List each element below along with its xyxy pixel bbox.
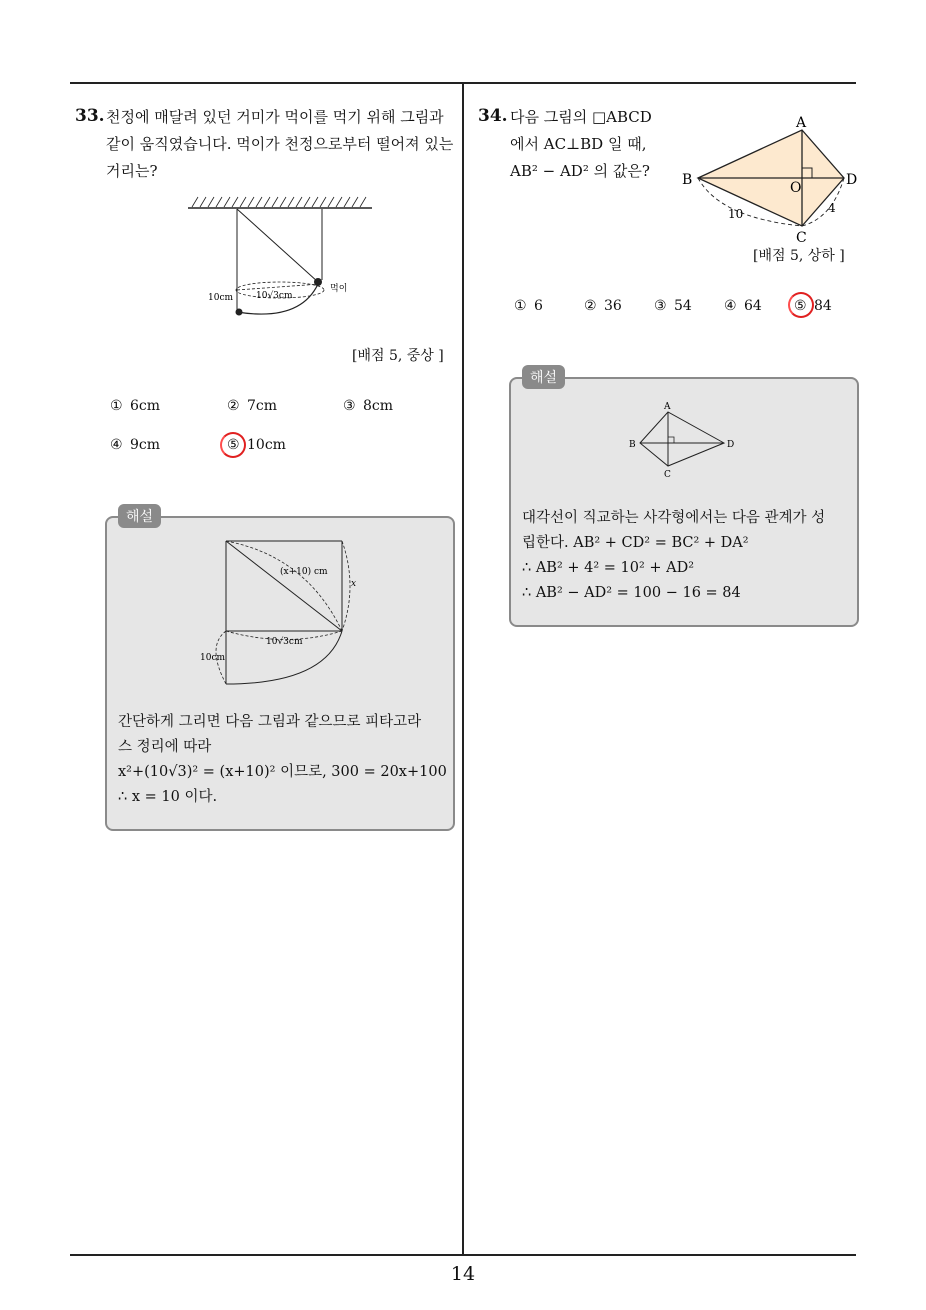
q33-line: 거리는?	[106, 162, 158, 180]
q33-line: 천정에 매달려 있던 거미가 먹이를 먹기 위해 그림과	[106, 108, 444, 126]
q34-solution-text	[522, 506, 825, 606]
q33-figure-food-label: 먹이	[330, 284, 348, 294]
q34-solution-label-a: A	[664, 402, 671, 412]
q34-choice-2[interactable]	[584, 298, 622, 314]
choice-text: 36	[604, 298, 622, 314]
choice-text: 84	[814, 298, 832, 314]
q34-line: 에서 AC⊥BD 일 때,	[510, 135, 647, 153]
q33-text	[106, 104, 458, 185]
q33-solution-line: 간단하게 그리면 다음 그림과 같으므로 피타고라	[118, 714, 422, 730]
q33-choice-1[interactable]	[110, 398, 160, 414]
bottom-rule	[70, 1254, 856, 1256]
q34-label-o: O	[790, 180, 802, 196]
q34-line: 다음 그림의 □ABCD	[510, 108, 652, 126]
q33-answer-circle	[220, 432, 246, 458]
choice-mark: ⑤	[794, 298, 807, 314]
q34-answer-circle	[788, 292, 814, 318]
q34-solution-figure	[624, 398, 744, 480]
q34-choice-4[interactable]	[724, 298, 762, 314]
choice-text: 9cm	[130, 437, 161, 453]
q34-number: 34.	[478, 106, 508, 126]
q34-label-b: B	[682, 172, 693, 188]
choice-mark: ⑤	[227, 437, 240, 453]
q33-solution-10r3-label: 10√3cm	[266, 637, 303, 647]
q34-text	[510, 104, 680, 185]
q34-solution-label-d: D	[727, 440, 735, 450]
q33-solution-tab: 해설	[118, 504, 161, 528]
q34-solution-line: ∴ AB² − AD² = 100 − 16 = 84	[522, 585, 741, 601]
q33-figure-10cm-label: 10cm	[208, 293, 234, 303]
q34-solution-tab: 해설	[522, 365, 565, 389]
q34-label-a: A	[796, 115, 807, 131]
q33-choice-4[interactable]	[110, 437, 160, 453]
q33-solution-x-label: x	[351, 579, 357, 589]
page-number: 14	[450, 1263, 476, 1285]
q34-line: AB² − AD² 의 값은?	[510, 162, 650, 180]
choice-mark: ④	[110, 437, 123, 453]
column-divider	[462, 83, 464, 1255]
choice-mark: ④	[724, 298, 737, 314]
q33-figure-10r3-label: 10√3cm	[256, 291, 293, 301]
q34-choice-3[interactable]	[654, 298, 692, 314]
q33-solution-line: 스 정리에 따라	[118, 739, 212, 755]
q33-number: 33.	[75, 106, 105, 126]
q33-solution-line: ∴ x = 10 이다.	[118, 789, 218, 805]
q34-label-c: C	[796, 230, 807, 244]
q33-line: 같이 움직였습니다. 먹이가 천정으로부터 떨어져 있는	[106, 135, 454, 153]
choice-text: 8cm	[363, 398, 394, 414]
q33-solution-text	[118, 710, 447, 810]
choice-text: 54	[674, 298, 692, 314]
choice-text: 64	[744, 298, 762, 314]
choice-mark: ①	[110, 398, 123, 414]
q34-choice-1[interactable]	[514, 298, 543, 314]
q34-solution-line: ∴ AB² + 4² = 10² + AD²	[522, 560, 695, 576]
q34-figure	[680, 110, 860, 244]
q34-label-4: 4	[828, 201, 836, 215]
q33-choice-2[interactable]	[227, 398, 277, 414]
choice-text: 6	[534, 298, 543, 314]
choice-text: 6cm	[130, 398, 161, 414]
q33-solution-figure	[196, 536, 376, 688]
q33-figure	[180, 192, 380, 322]
q34-solution-line: 립한다. AB² + CD² = BC² + DA²	[522, 535, 749, 551]
q33-solution-x10-label: (x+10) cm	[280, 567, 328, 577]
q34-solution-label-b: B	[629, 440, 636, 450]
q34-solution-line: 대각선이 직교하는 사각형에서는 다음 관계가 성	[522, 510, 826, 526]
choice-mark: ③	[343, 398, 356, 414]
choice-mark: ①	[514, 298, 527, 314]
q33-solution-line: x²+(10√3)² = (x+10)² 이므로, 300 = 20x+100	[118, 764, 447, 780]
choice-text: 10cm	[247, 437, 286, 453]
choice-mark: ③	[654, 298, 667, 314]
q34-label-10: 10	[728, 207, 744, 221]
q34-score: [배점 5, 상하 ]	[753, 248, 845, 264]
q34-label-d: D	[846, 172, 858, 188]
q34-solution-label-c: C	[664, 470, 671, 480]
q33-solution-10cm-label: 10cm	[200, 653, 226, 663]
choice-mark: ②	[227, 398, 240, 414]
q33-choice-3[interactable]	[343, 398, 393, 414]
choice-mark: ②	[584, 298, 597, 314]
q33-score: [배점 5, 중상 ]	[352, 348, 444, 364]
choice-text: 7cm	[247, 398, 278, 414]
